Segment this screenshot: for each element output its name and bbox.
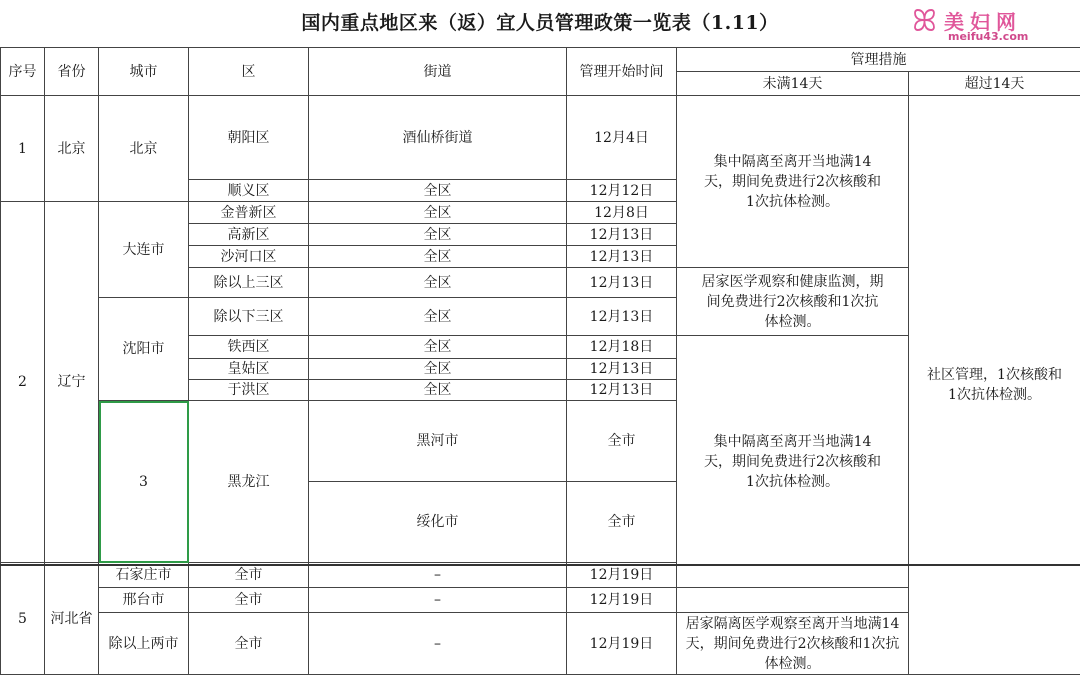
cell-start: 12月13日	[567, 359, 677, 380]
cell-district: 沙河口区	[189, 246, 309, 268]
cell-measure-under14: 居家医学观察和健康监测，期间免费进行2次核酸和1次抗体检测。	[677, 268, 909, 336]
flower-icon: ꕤ	[912, 4, 937, 40]
header-city: 城市	[99, 48, 189, 96]
cell-district: 全市	[189, 563, 309, 588]
bottom-rule	[0, 564, 1080, 566]
cell-city: 邢台市	[99, 588, 189, 613]
cell-province: 河北省	[45, 563, 99, 675]
logo-name: 美妇网	[944, 6, 1022, 35]
logo-url: meifu43.com	[948, 30, 1028, 43]
cell-city: 大连市	[99, 202, 189, 298]
cell-district: 朝阳区	[189, 96, 309, 180]
cell-province: 北京	[45, 96, 99, 202]
cell-district: 除以上三区	[189, 268, 309, 298]
cell-no: 2	[1, 202, 45, 563]
watermark-logo	[912, 4, 1072, 46]
cell-district: 顺义区	[189, 180, 309, 202]
cell-start: 12月18日	[567, 336, 677, 359]
cell-start: 12月12日	[567, 180, 677, 202]
cell-province: 黑龙江	[189, 401, 309, 563]
cell-start: 12月19日	[567, 588, 677, 613]
cell-district: 皇姑区	[189, 359, 309, 380]
cell-no: 1	[1, 96, 45, 202]
cell-district: 铁西区	[189, 336, 309, 359]
cell-start: 12月8日	[567, 202, 677, 224]
cell-start: 12月4日	[567, 96, 677, 180]
cell-city: 沈阳市	[99, 298, 189, 401]
cell-street: 全区	[309, 298, 567, 336]
header-start-time: 管理开始时间	[567, 48, 677, 96]
cell-street: –	[309, 563, 567, 588]
cell-start: 12月13日	[567, 380, 677, 401]
cell-district: 于洪区	[189, 380, 309, 401]
cell-district: 金普新区	[189, 202, 309, 224]
header-measures: 管理措施	[677, 48, 1080, 72]
cell-city: 除以上两市	[99, 613, 189, 675]
header-over-14-days: 超过14天	[909, 72, 1080, 96]
cell-measure-over14: 社区管理，1次核酸和1次抗体检测。	[909, 96, 1080, 675]
header-under-14-days: 未满14天	[677, 72, 909, 96]
cell-city: 北京	[99, 96, 189, 202]
cell-measure-under14: 集中隔离至离开当地满14天，期间免费进行2次核酸和1次抗体检测。	[677, 336, 909, 588]
header-no: 序号	[1, 48, 45, 96]
cell-city: 石家庄市	[99, 563, 189, 588]
table-row	[1, 96, 1080, 180]
policy-table	[0, 47, 1080, 675]
cell-city: 绥化市	[309, 482, 567, 563]
cell-district: 高新区	[189, 224, 309, 246]
cell-no-selected[interactable]: 3	[99, 401, 189, 563]
cell-district: 全市	[189, 613, 309, 675]
cell-street: 全区	[309, 246, 567, 268]
cell-measure-under14: 居家隔离医学观察至离开当地满14天，期间免费进行2次核酸和1次抗体检测。	[677, 613, 909, 675]
header-street: 街道	[309, 48, 567, 96]
cell-start: 12月19日	[567, 563, 677, 588]
cell-street: –	[309, 588, 567, 613]
cell-street: 全区	[309, 336, 567, 359]
cell-district: 除以下三区	[189, 298, 309, 336]
cell-district: 全市	[567, 482, 677, 563]
cell-measure-under14: 集中隔离至离开当地满14天，期间免费进行2次核酸和1次抗体检测。	[677, 96, 909, 268]
page-title: 国内重点地区来（返）宜人员管理政策一览表（1.11）	[0, 8, 1080, 35]
cell-province: 辽宁	[45, 202, 99, 563]
cell-street: 全区	[309, 180, 567, 202]
cell-start: 12月13日	[567, 268, 677, 298]
cell-start: 12月13日	[567, 246, 677, 268]
cell-street: 酒仙桥街道	[309, 96, 567, 180]
cell-street: –	[309, 613, 567, 675]
cell-start: 12月19日	[567, 613, 677, 675]
cell-district: 全市	[567, 401, 677, 482]
header-district: 区	[189, 48, 309, 96]
cell-district: 全市	[189, 588, 309, 613]
cell-street: 全区	[309, 202, 567, 224]
header-province: 省份	[45, 48, 99, 96]
cell-no: 5	[1, 563, 45, 675]
cell-street: 全区	[309, 268, 567, 298]
cell-start: 12月13日	[567, 298, 677, 336]
cell-street: 全区	[309, 224, 567, 246]
cell-city: 黑河市	[309, 401, 567, 482]
cell-start: 12月13日	[567, 224, 677, 246]
cell-street: 全区	[309, 359, 567, 380]
cell-street: 全区	[309, 380, 567, 401]
